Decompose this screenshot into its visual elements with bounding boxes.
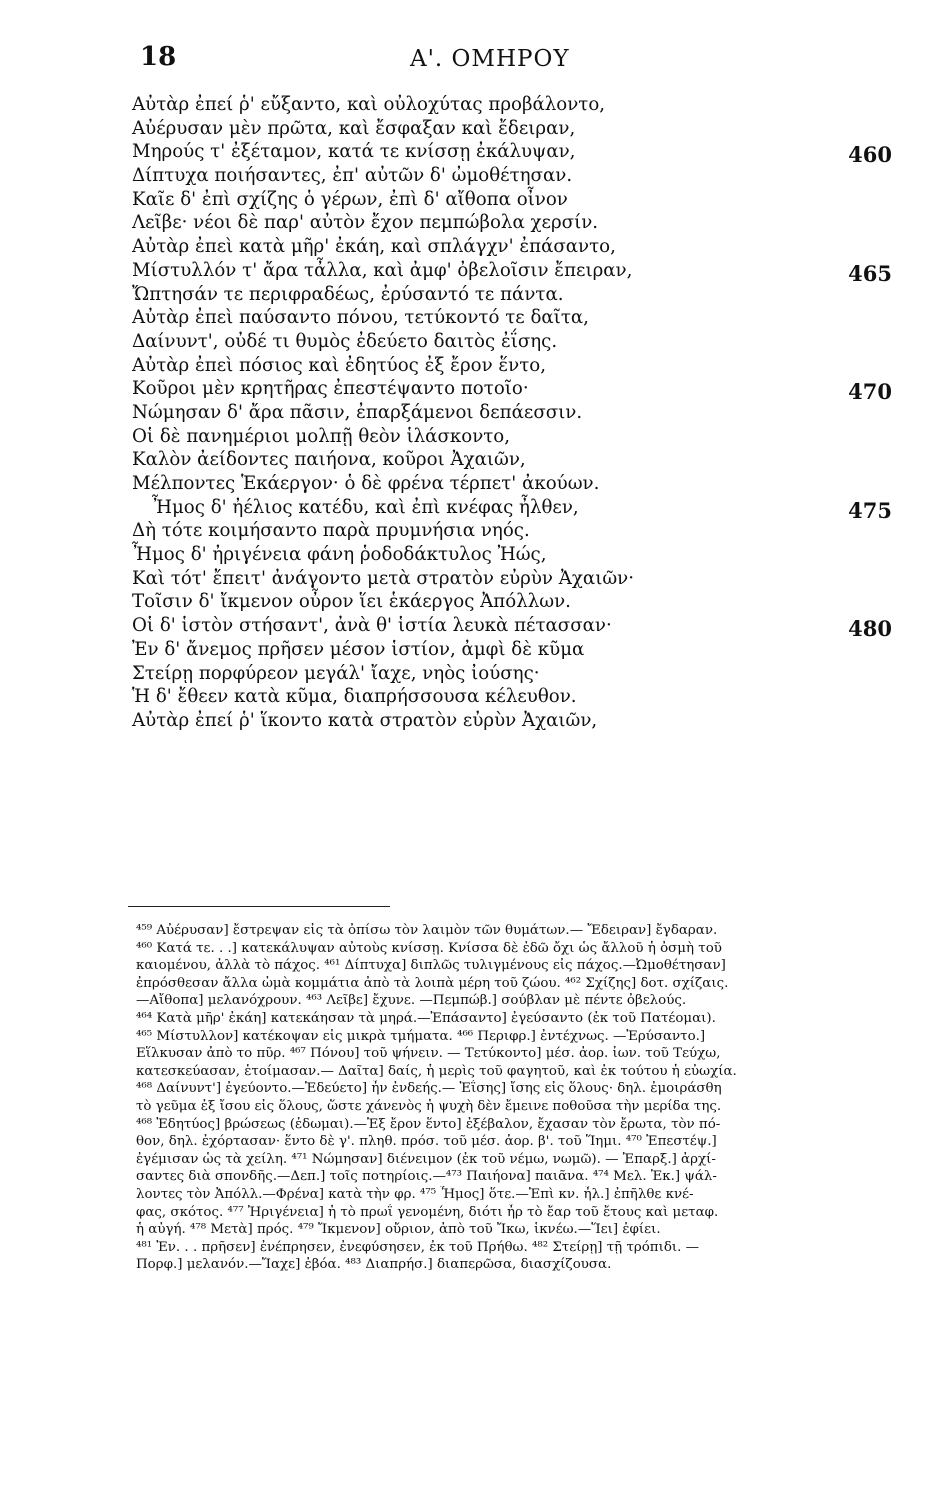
verse-line bbox=[132, 496, 892, 523]
verse-text: Νώμησαν δ' ἄρα πᾶσιν, ἐπαρξάμενοι δεπάεσσιν. bbox=[132, 401, 583, 423]
footnote-line: ⁴⁶⁸ Ἐδητύος] βρώσεως (ἐδωμαι).—Ἐξ ἔρον ἕντο] ἐξέβαλον, ἔχασαν τὸν ἔρωτα, τὸν πό- bbox=[136, 1116, 721, 1132]
verse-text: Καλὸν ἀείδοντες παιήονα, κοῦροι Ἀχαιῶν, bbox=[132, 449, 526, 471]
verse-text: Κοῦροι μὲν κρητῆρας ἐπεστέψαντο ποτοῖο· bbox=[132, 378, 529, 400]
verse-line bbox=[132, 117, 892, 141]
verse-line bbox=[132, 590, 892, 614]
line-number: 475 bbox=[848, 497, 892, 523]
verse-text: Ἦμος δ' ἠριγένεια φάνη ῥοδοδάκτυλος Ἠώς, bbox=[132, 544, 547, 566]
footnote-line: Πορφ.] μελανόν.—Ἴαχε] ἐβόα. ⁴⁸³ Διαπρήσ.] διαπερῶσα, διασχίζουσα. bbox=[136, 1257, 612, 1273]
verse-line bbox=[132, 330, 892, 354]
verse-text: Ὤπτησάν τε περιφραδέως, ἐρύσαντό τε πάντα. bbox=[132, 283, 564, 305]
verse-line bbox=[132, 211, 892, 235]
verse-text: Μέλποντες Ἑκάεργον· ὁ δὲ φρένα τέρπετ' ἀκούων. bbox=[132, 473, 600, 494]
running-title: Α'. ΟΜΗΡΟΥ bbox=[410, 46, 570, 72]
verse-line bbox=[132, 283, 892, 307]
verse-text: Οἱ δ' ἱστὸν στήσαντ', ἀνὰ θ' ἱστία λευκὰ πέτασσαν· bbox=[132, 615, 612, 637]
line-number: 465 bbox=[848, 260, 892, 286]
footnote-line: ⁴⁶⁴ Κατὰ μῆρ' ἐκάη] κατεκάησαν τὰ μηρά.—Ἐπάσαντο] ἐγεύσαντο (ἐκ τοῦ Πατέομαι). bbox=[136, 1010, 716, 1026]
footnote-line: θον, δηλ. ἐχόρτασαν· ἕντο δὲ γ'. πληθ. πρόσ. τοῦ μέσ. ἀορ. β'. τοῦ Ἵημι. ⁴⁷⁰ Ἐπεστέψ.] bbox=[136, 1134, 717, 1150]
footnote-line: ⁴⁵⁹ Αὐέρυσαν] ἔστρεψαν εἰς τὰ ὀπίσω τὸν λαιμὸν τῶν θυμάτων.— Ἔδειραν] ἔγδαραν. bbox=[136, 923, 718, 938]
verse-text: Μίστυλλόν τ' ἄρα τἆλλα, καὶ ἀμφ' ὀβελοῖσιν ἔπειραν, bbox=[132, 259, 633, 281]
footnote-line: καιομένου, ἀλλὰ τὸ πάχος. ⁴⁶¹ Δίπτυχα] διπλῶς τυλιγμένους εἰς πάχος.—Ὠμοθέτησαν] bbox=[136, 958, 726, 974]
verse-text: Λεῖβε· νέοι δὲ παρ' αὐτὸν ἔχον πεμπώβολα χερσίν. bbox=[132, 212, 599, 234]
verse-line bbox=[132, 354, 892, 378]
verse-text: Δίπτυχα ποιήσαντες, ἐπ' αὐτῶν δ' ὠμοθέτησαν. bbox=[132, 165, 573, 187]
verse-block bbox=[132, 93, 892, 733]
verse-text: Μηρούς τ' ἐξέταμον, κατά τε κνίσσῃ ἐκάλυψαν, bbox=[132, 141, 576, 163]
verse-line bbox=[132, 472, 892, 496]
verse-text: Δαίνυντ', οὐδέ τι θυμὸς ἐδεύετο δαιτὸς ἐΐσης. bbox=[132, 330, 558, 352]
verse-line bbox=[132, 235, 892, 259]
footnote-line: λοντες τὸν Ἀπόλλ.—Φρένα] κατὰ τὴν φρ. ⁴⁷⁵ Ἦμος] ὅτε.—Ἐπὶ κν. ἦλ.] ἐπῆλθε κνέ- bbox=[136, 1186, 694, 1202]
verse-text: Αὐτὰρ ἐπεὶ πόσιος καὶ ἐδητύος ἐξ ἔρον ἕντο, bbox=[132, 354, 547, 376]
footnote-line: κατεσκεύασαν, ἑτοίμασαν.— Δαῖτα] δαίς, ἡ μερὶς τοῦ φαγητοῦ, καὶ ἐκ τούτου ἡ εὐωχία. bbox=[136, 1063, 737, 1079]
verse-line bbox=[132, 306, 892, 330]
verse-line bbox=[132, 377, 892, 405]
verse-line bbox=[132, 188, 892, 212]
footnote-line: ἐγέμισαν ὡς τὰ χείλη. ⁴⁷¹ Νώμησαν] διένειμον (ἐκ τοῦ νέμω, νωμῶ). — Ἐπαρξ.] ἀρχί- bbox=[136, 1151, 716, 1167]
verse-text: Στείρῃ πορφύρεον μεγάλ' ἴαχε, νηὸς ἰούσης· bbox=[132, 662, 540, 684]
footnote-block bbox=[136, 922, 868, 1274]
verse-text: Καῖε δ' ἐπὶ σχίζης ὁ γέρων, ἐπὶ δ' αἴθοπα οἶνον bbox=[132, 188, 568, 210]
verse-line bbox=[132, 543, 892, 567]
verse-line bbox=[132, 140, 892, 168]
verse-text: Αὐτὰρ ἐπεί ῥ' εὔξαντο, καὶ οὐλοχύτας προβάλοντο, bbox=[132, 94, 606, 115]
verse-text: Καὶ τότ' ἔπειτ' ἀνάγοντο μετὰ στρατὸν εὐρὺν Ἀχαιῶν· bbox=[132, 567, 635, 589]
verse-line bbox=[132, 614, 892, 642]
footnote-line: —Αἴθοπα] μελανόχρουν. ⁴⁶³ Λεῖβε] ἔχυνε. —Πεμπώβ.] σούβλαν μὲ πέντε ὀβελούς. bbox=[136, 993, 687, 1009]
footnote-line: Εἵλκυσαν ἀπὸ το πῦρ. ⁴⁶⁷ Πόνου] τοῦ ψήνειν. — Τετύκοντο] μέσ. ἀορ. ἰων. τοῦ Τεύχω, bbox=[136, 1046, 721, 1062]
verse-text: Αὐτὰρ ἐπεὶ κατὰ μῆρ' ἐκάη, καὶ σπλάγχν' ἐπάσαντο, bbox=[132, 236, 616, 258]
verse-line bbox=[132, 519, 892, 543]
verse-line bbox=[132, 401, 892, 425]
page-number: 18 bbox=[140, 42, 177, 72]
line-number: 470 bbox=[848, 379, 892, 405]
verse-line bbox=[132, 567, 892, 591]
footnote-line: ⁴⁶⁸ Δαίνυντ'] ἐγεύοντο.—Ἐδεύετο] ἦν ἐνδεής.— Ἐΐσης] ἴσης εἰς ὅλους· δηλ. ἐμοιράσθη bbox=[136, 1081, 722, 1097]
verse-line bbox=[132, 685, 892, 709]
verse-line bbox=[132, 448, 892, 472]
footnote-separator bbox=[128, 906, 390, 907]
footnote-line: φας, σκότος. ⁴⁷⁷ Ἠριγένεια] ἡ τὸ πρωΐ γενομένη, διότι ἦρ τὸ ἔαρ τοῦ ἔτους καὶ μεταφ. bbox=[136, 1204, 719, 1220]
footnote-line: ⁴⁶⁵ Μίστυλλον] κατέκοψαν εἰς μικρὰ τμήματα. ⁴⁶⁶ Περιφρ.] ἐντέχνως. —Ἐρύσαντο.] bbox=[136, 1028, 706, 1044]
footnote-line: ⁴⁸¹ Ἐν. . . πρῆσεν] ἐνέπρησεν, ἐνεφύσησεν, ἐκ τοῦ Πρήθω. ⁴⁸² Στείρῃ] τῇ τρόπιδι. — bbox=[136, 1239, 700, 1255]
footnote-line: ἡ αὐγή. ⁴⁷⁸ Μετὰ] πρός. ⁴⁷⁹ Ἴκμενον] οὔριον, ἀπὸ τοῦ Ἴκω, ἱκνέω.—Ἵει] ἐφίει. bbox=[136, 1222, 661, 1238]
verse-text: Ἡ δ' ἔθεεν κατὰ κῦμα, διαπρήσσουσα κέλευθον. bbox=[132, 686, 577, 708]
verse-text: Τοῖσιν δ' ἴκμενον οὖρον ἵει ἑκάεργος Ἀπόλλων. bbox=[132, 591, 571, 613]
verse-line bbox=[132, 259, 892, 286]
verse-text: Αὐτὰρ ἐπεί ῥ' ἵκοντο κατὰ στρατὸν εὐρὺν Ἀχαιῶν, bbox=[132, 709, 598, 731]
footnote-line: ⁴⁶⁰ Κατά τε. . .] κατεκάλυψαν αὐτοὺς κνίσσῃ. Κνίσσα δὲ ἐδῶ ὄχι ὡς ἄλλοῦ ἡ ὀσμὴ τοῦ bbox=[136, 940, 722, 956]
verse-line bbox=[132, 425, 892, 449]
verse-line bbox=[132, 662, 892, 686]
line-number: 480 bbox=[848, 616, 892, 642]
footnote-line: τὸ γεῦμα ἐξ ἴσου εἰς ὅλους, ὥστε χάνενὸς ἡ ψυχὴ δὲν ἔμεινε ποθοῦσα τὴν μερίδα της. bbox=[136, 1098, 722, 1114]
verse-text: Ἐν δ' ἄνεμος πρῆσεν μέσον ἱστίον, ἀμφὶ δὲ κῦμα bbox=[132, 638, 585, 660]
verse-text: Δὴ τότε κοιμήσαντο παρὰ πρυμνήσια νηός. bbox=[132, 520, 530, 542]
verse-text: Αὐέρυσαν μὲν πρῶτα, καὶ ἔσφαξαν καὶ ἔδειραν, bbox=[132, 117, 576, 139]
verse-text: Αὐτὰρ ἐπεὶ παύσαντο πόνου, τετύκοντό τε δαῖτα, bbox=[132, 307, 589, 329]
verse-line bbox=[132, 638, 892, 662]
verse-line bbox=[132, 709, 892, 733]
verse-line bbox=[132, 93, 892, 117]
verse-text: Οἱ δὲ πανημέριοι μολπῇ θεὸν ἱλάσκοντο, bbox=[132, 425, 511, 447]
verse-line bbox=[132, 164, 892, 188]
line-number: 460 bbox=[848, 142, 892, 168]
footnote-line: ἐπρόσθεσαν ἄλλα ὠμὰ κομμάτια ἀπὸ τὰ λοιπὰ μέρη τοῦ ζώου. ⁴⁶² Σχίζης] δοτ. σχίζαις. bbox=[136, 975, 729, 991]
verse-text: Ἦμος δ' ἠέλιος κατέδυ, καὶ ἐπὶ κνέφας ἦλθεν, bbox=[152, 496, 579, 518]
footnote-line: σαντες διὰ σπονδῆς.—Δεπ.] τοῖς ποτηρίοις.—⁴⁷³ Παιήονα] παιᾶνα. ⁴⁷⁴ Μελ. Ἐκ.] ψάλ- bbox=[136, 1169, 717, 1185]
page-header bbox=[0, 38, 927, 78]
